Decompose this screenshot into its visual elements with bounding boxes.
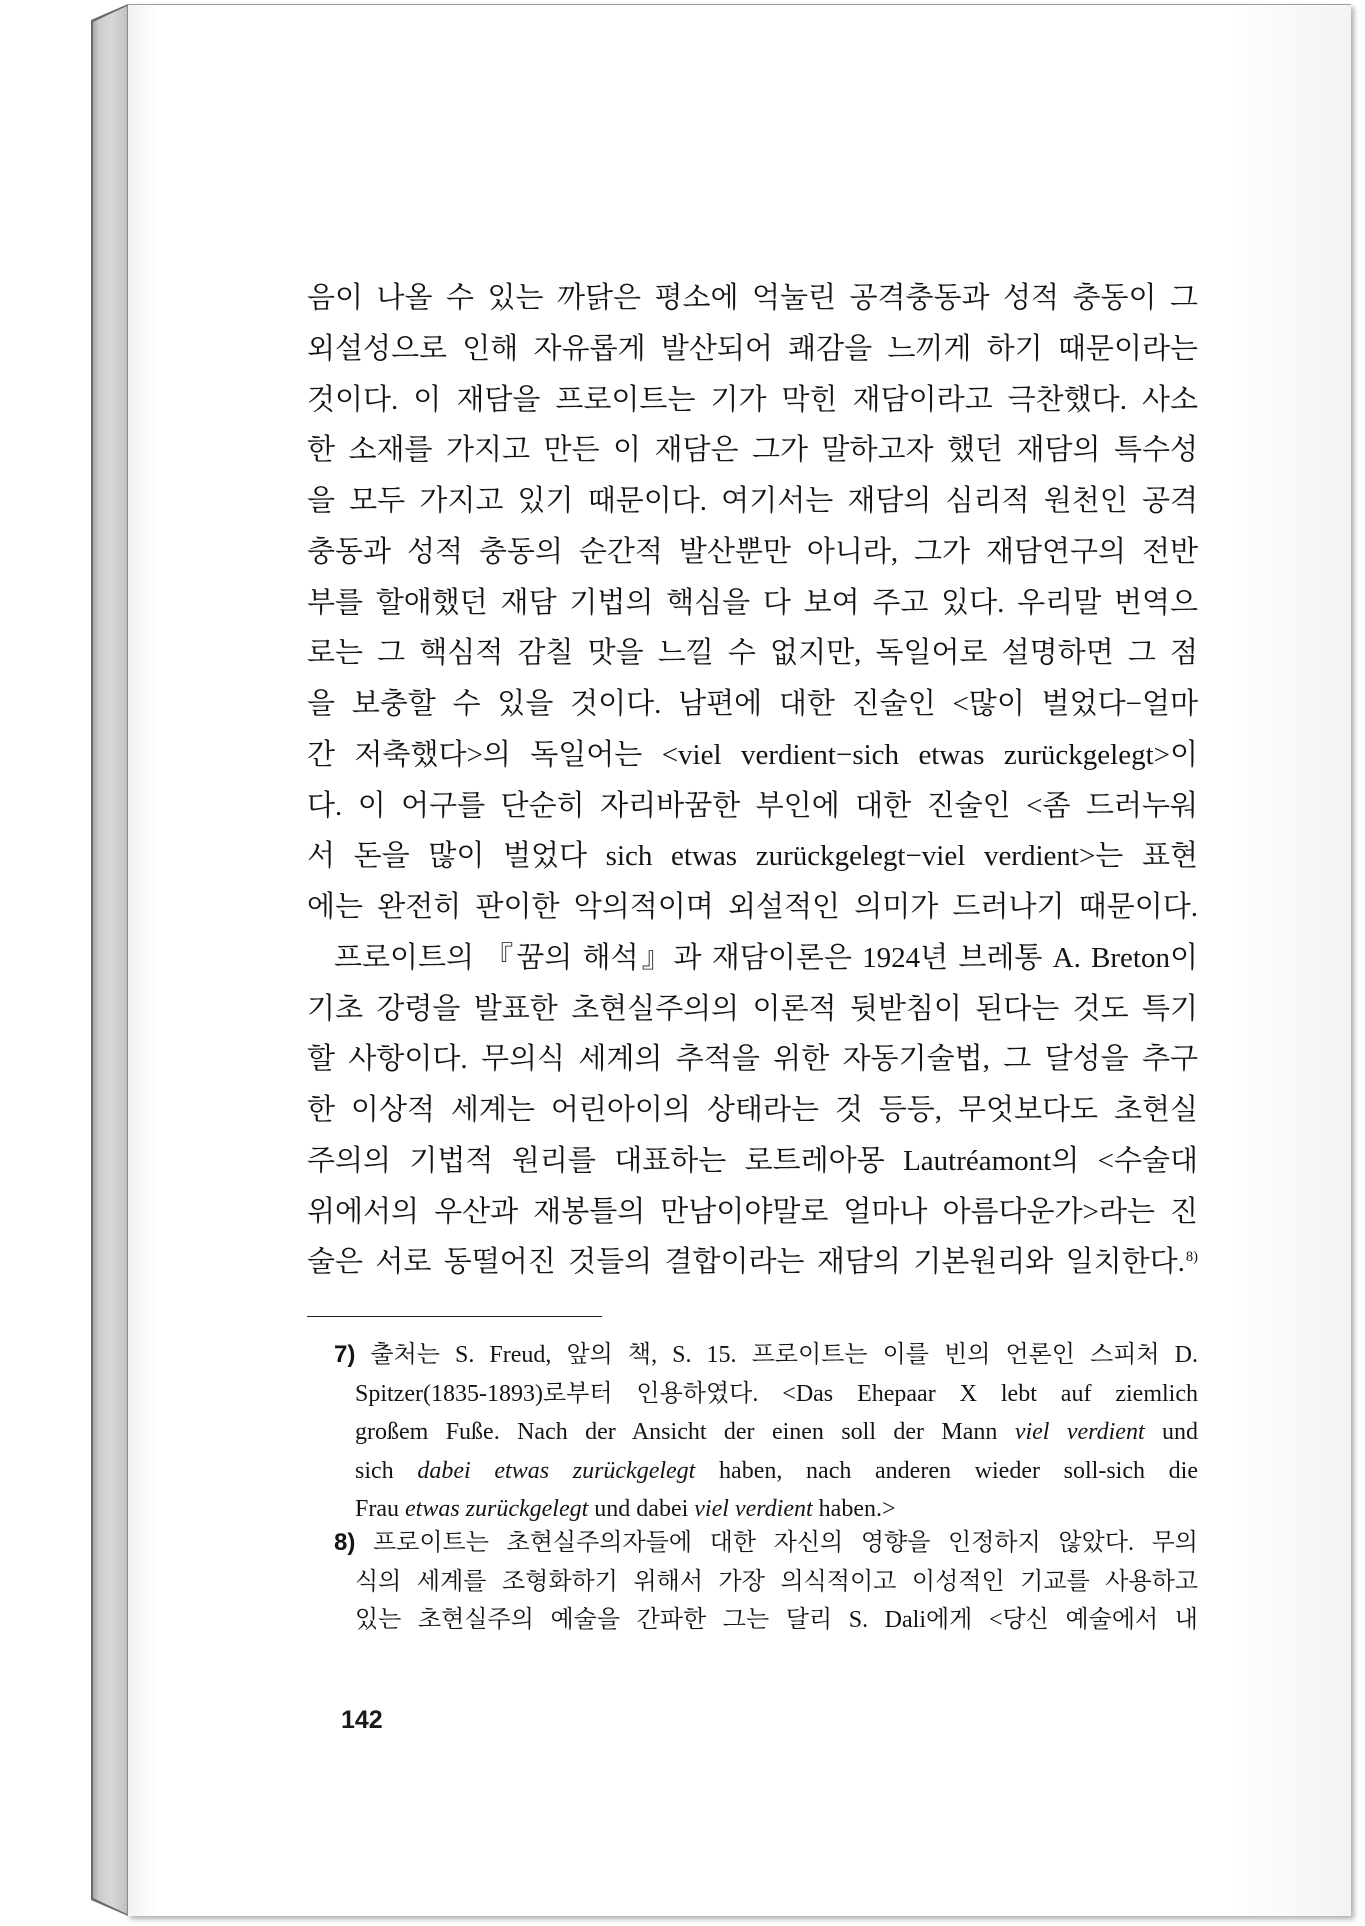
- footnotes: [307, 1336, 1198, 1640]
- footnote-line: [307, 1452, 1198, 1491]
- body-line: 한 소재를 가지고 만든 이 재담은 그가 말하고자 했던 재담의 특수성: [307, 434, 1198, 467]
- body-line: 음이 나올 수 있는 까닭은 평소에 억눌린 공격충동과 성적 충동이 그: [307, 282, 1198, 314]
- body-line: 다. 이 어구를 단순히 자리바꿈한 부인에 대한 진술인 <좀 드러누워: [307, 789, 1198, 822]
- footnote-text: Spitzer(1835-1893)로부터 인용하였다. <Das Ehepaar X lebt auf ziemlich: [355, 1380, 1198, 1407]
- footnote-number: 7): [334, 1341, 356, 1368]
- body-text: [307, 273, 1198, 1288]
- footnote-italic-text: etwas zurückgelegt: [405, 1496, 589, 1523]
- footnote-line: [307, 1601, 1198, 1640]
- footnote-marker: 8): [1185, 1248, 1198, 1265]
- body-line: 주의의 기법적 원리를 대표하는 로트레아몽 Lautréamont의 <수술대: [307, 1144, 1198, 1177]
- body-line-text: 술은 서로 동떨어진 것들의 결합이라는 재담의 기본원리와 일치한다.: [307, 1246, 1185, 1279]
- page-number: 142: [341, 1706, 383, 1734]
- body-line: 에는 완전히 판이한 악의적이며 외설적인 의미가 드러나기 때문이다.: [307, 891, 1198, 923]
- body-line: 을 보충할 수 있을 것이다. 남편에 대한 진술인 <많이 벌었다−얼마: [307, 688, 1198, 720]
- footnote-8: [307, 1524, 1198, 1640]
- body-line: 기초 강령을 발표한 초현실주의의 이론적 뒷받침이 된다는 것도 특기: [307, 992, 1198, 1025]
- footnote-line: [307, 1524, 1198, 1563]
- footnote-text: 있는 초현실주의 예술을 간파한 그는 달리 S. Dali에게 <당신 예술에서 내: [355, 1607, 1198, 1634]
- body-line: 한 이상적 세계는 어린아이의 상태라는 것 등등, 무엇보다도 초현실: [307, 1094, 1198, 1126]
- paragraph: [307, 933, 1198, 1288]
- footnote-rule: [307, 1316, 602, 1317]
- body-line: 것이다. 이 재담을 프로이트는 기가 막힌 재담이라고 극찬했다. 사소: [307, 383, 1198, 416]
- footnote-text: und: [1144, 1419, 1199, 1446]
- footnote-text: haben.>: [812, 1496, 896, 1523]
- body-line: 프로이트의 『꿈의 해석』과 재담이론은 1924년 브레통 A. Breton이: [334, 941, 1198, 974]
- footnote-text: 출처는 S. Freud, 앞의 책, S. 15. 프로이트는 이를 빈의 언론인 스피처 D.: [370, 1342, 1198, 1368]
- body-line: 부를 할애했던 재담 기법의 핵심을 다 보여 주고 있다. 우리말 번역으: [307, 586, 1198, 619]
- body-line: 충동과 성적 충동의 순간적 발산뿐만 아니라, 그가 재담연구의 전반: [307, 535, 1198, 568]
- footnote-line: [307, 1563, 1198, 1602]
- footnote-text: sich: [355, 1457, 418, 1484]
- body-line: 외설성으로 인해 자유롭게 발산되어 쾌감을 느끼게 하기 때문이라는: [307, 332, 1198, 365]
- footnote-text: und dabei: [588, 1496, 695, 1523]
- page-edges: [93, 6, 127, 1914]
- footnote-italic-text: viel verdient: [694, 1496, 813, 1523]
- footnote-text: 식의 세계를 조형화하기 위해서 가장 의식적이고 이성적인 기교를 사용하고: [355, 1568, 1198, 1595]
- footnote-line: [307, 1336, 1198, 1375]
- body-line: 위에서의 우산과 재봉틀의 만남이야말로 얼마나 아름다운가>라는 진: [307, 1195, 1198, 1228]
- footnote-line: [307, 1413, 1198, 1452]
- footnote-number: 8): [334, 1528, 356, 1556]
- footnote-text: großem Fuße. Nach der Ansicht der einen soll der Mann: [355, 1419, 1015, 1446]
- footnote-text: haben, nach anderen wieder soll-sich die: [695, 1457, 1198, 1484]
- paragraph: [307, 273, 1198, 933]
- footnote-text: Frau: [355, 1496, 405, 1523]
- footnote-text: 프로이트는 초현실주의자들에 대한 자신의 영향을 인정하지 않았다. 무의: [372, 1529, 1198, 1556]
- body-line: 간 저축했다>의 독일어는 <viel verdient−sich etwas zurückgelegt>이: [307, 738, 1198, 771]
- footnote-line: [307, 1375, 1198, 1414]
- body-line: 할 사항이다. 무의식 세계의 추적을 위한 자동기술법, 그 달성을 추구: [307, 1043, 1198, 1076]
- body-line: 로는 그 핵심적 감칠 맛을 느낄 수 없지만, 독일어로 설명하면 그 점: [307, 637, 1198, 670]
- body-line: 을 모두 가지고 있기 때문이다. 여기서는 재담의 심리적 원천인 공격: [307, 485, 1198, 517]
- footnote-italic-text: viel verdient: [1014, 1419, 1145, 1446]
- body-line: 서 돈을 많이 벌었다 sich etwas zurückgelegt−viel verdient>는 표현: [307, 840, 1198, 873]
- body-line: [307, 1237, 1198, 1288]
- footnote-italic-text: dabei etwas zurückgelegt: [417, 1457, 696, 1484]
- footnote-7: [307, 1336, 1198, 1529]
